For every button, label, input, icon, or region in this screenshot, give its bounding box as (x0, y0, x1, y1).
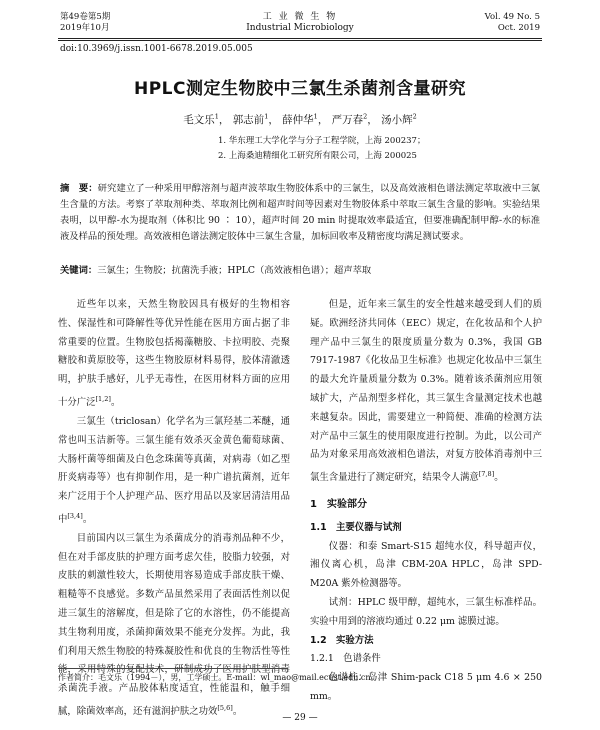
left-column (58, 296, 290, 722)
author: 郭志前$^1$ (232, 112, 269, 126)
abstract-text: 研究建立了一种采用甲醇溶剂与超声波萃取生物胶体系中的三氯生，以及高效液相色谱法测定萃取液中三氯生含量的方法。考察了萃取剂种类、萃取剂比例和超声时间等因素对生物胶体系中萃取三氯生含量的影响。实验结果表明，以甲醇-水为提取剂（体积比 90 ∶ 10），超声时间 20 min 时提取效率最适宜，但要准确配制甲醇-水的标准液及样品的预处理。高效液相色谱法测定胶体中三氯生含量，加标回收率及精密度均满足测试要求。 (60, 183, 540, 242)
affiliation: 1. 华东理工大学化学与分子工程学院，上海 200237； (218, 136, 426, 146)
section-heading: 1 实验部分 (310, 499, 367, 511)
abstract (60, 181, 540, 245)
paragraph: 色谱柱：岛津 Shim-pack C18 5 μm 4.6 × 250 mm。 (310, 672, 542, 703)
volume-issue-en: Vol. 49 No. 5 (484, 12, 540, 22)
author-footnote: 作者简介：毛文乐（1994－），男，工学硕士。E-mail：wl_mao@mail.ecust.edu.cn。 (58, 673, 379, 682)
citation: [3,4] (67, 511, 83, 520)
affiliation: 2. 上海桑迪精细化工研究所有限公司，上海 200025 (218, 151, 417, 161)
keywords (60, 263, 540, 279)
paper-title: HPLC测定生物胶中三氯生杀菌剂含量研究 (134, 79, 466, 99)
author: 严万春$^2$ (331, 112, 368, 126)
journal-issue-en (485, 12, 540, 34)
author: 毛文乐$^1$ (183, 112, 219, 126)
header-rule (58, 38, 542, 39)
paragraph: 仪器：和泰 Smart-S15 超纯水仪，科导超声仪，湘仪离心机，岛津 CBM-20A HPLC，岛津 SPD-M20A 紫外检测器等。 (310, 540, 542, 590)
paragraph: 近些年以来，天然生物胶因具有极好的生物相容性、保湿性和可降解性等优异性能在医用方面占据了非常重要的位置。生物胶包括褐藻糖胶、卡拉明胶、壳聚糖胶和黄原胶等，这些生物胶原材料易得，胶体清澈透明，护肤手感好，儿乎无毒性，在医用材料方面的应用十分广泛[1,2]。 (58, 299, 290, 409)
subsection-heading: 1.1 主要仪器与试剂 (310, 521, 402, 533)
paragraph: 目前国内以三氯生为杀菌成分的消毒剂品种不少，但在对手部皮肤的护理方面考虑欠佳，胶脂力较强，对皮肤的刺激性较大，长期使用容易造成手部皮肤干燥、粗糙等不良感觉。多数产品虽然采用了表面活性剂以促进三氯生的溶解度，但是除了它的水溶性，仍不能提高其生物利用度，杀菌抑菌效果不能充分发挥。为此，我们利用天然生物胶的特殊凝胶性和优良的生物活性等性能，采用特殊的复配技术，研制成功了医用护肤型消毒杀菌洗手液。产品胶体粘度适宜，性能温和，触手细腻，除菌效率高，还有滋润护肤之功效[5,6]。 (58, 532, 290, 718)
keywords-text: 三氯生；生物胶；抗菌洗手液；HPLC（高效液相色谱）；超声萃取 (97, 265, 372, 276)
issue-date-en: Oct. 2019 (497, 23, 540, 33)
citation: [5,6] (217, 703, 233, 712)
doi: doi:10.3969/j.issn.1001-6678.2019.05.005 (60, 44, 253, 54)
keywords-label: 关键词： (60, 265, 98, 276)
subsection-heading: 1.2 实验方法 (310, 634, 374, 646)
volume-issue: 第49卷第5期 (60, 12, 111, 22)
journal-name-en: Industrial Microbiology (246, 23, 354, 33)
journal-name-cn: 工 业 微 生 物 (262, 12, 338, 22)
subsubsection-heading: 1.2.1 色谱条件 (310, 653, 381, 665)
right-column (310, 296, 542, 707)
journal-name (200, 12, 400, 34)
paragraph: 但是，近年来三氯生的安全性越来越受到人们的质疑。欧洲经济共同体（EEC）规定，在化妆品和个人护理产品中三氯生的限度质量分数为 0.3%，我国 GB 7917-1987《化妆品卫生标准》也规定化妆品中三氯生的最大允许量质量分数为 0.3%。随着该杀菌剂应用领域扩大，产品剂型多样化，其三氯生含量测定技术也越来越复杂。因此，需要建立一种简便、准确的检测方法对产品中三氯生的使用限度进行控制。为此，以公司产品为对象采用高效液相色谱法，对复方胶体消毒剂中三氯生含量进行了测定研究，结果令人满意[7,8]。 (310, 299, 542, 484)
footnote-rule (58, 668, 288, 669)
author: 薛仲华$^1$ (282, 112, 318, 126)
citation: [1,2] (95, 394, 111, 403)
journal-issue (60, 12, 110, 34)
paragraph: 三氯生（triclosan）化学名为三氯羟基二苯醚，通常也叫玉洁新等。三氯生能有效杀灭金黄色葡萄球菌、大肠杆菌等细菌及白色念珠菌等真菌，对病毒（如乙型肝炎病毒等）也有抑制作用，是一种广谱抗菌剂，近年来广泛用于个人护理产品、医疗用品以及家居清洁用品中[3,4]。 (58, 415, 290, 526)
page-number: — 29 — (282, 713, 318, 723)
header-rule-thin (58, 40, 542, 41)
issue-date: 2019年10月 (60, 23, 110, 33)
abstract-label: 摘 要： (60, 183, 98, 194)
author: 汤小辉$^2$ (381, 112, 417, 126)
affiliations (218, 134, 425, 164)
citation: [7,8] (478, 470, 495, 479)
author-list: 毛文乐$^1$， 郭志前$^1$， 薛仲华$^1$， 严万春$^2$， 汤小辉$^2$ (183, 112, 417, 126)
paragraph: 试剂：HPLC 级甲醇，超纯水，三氯生标准样品。实验中用到的溶液均通过 0.22 μm 滤膜过滤。 (310, 597, 542, 627)
running-header (0, 12, 600, 38)
